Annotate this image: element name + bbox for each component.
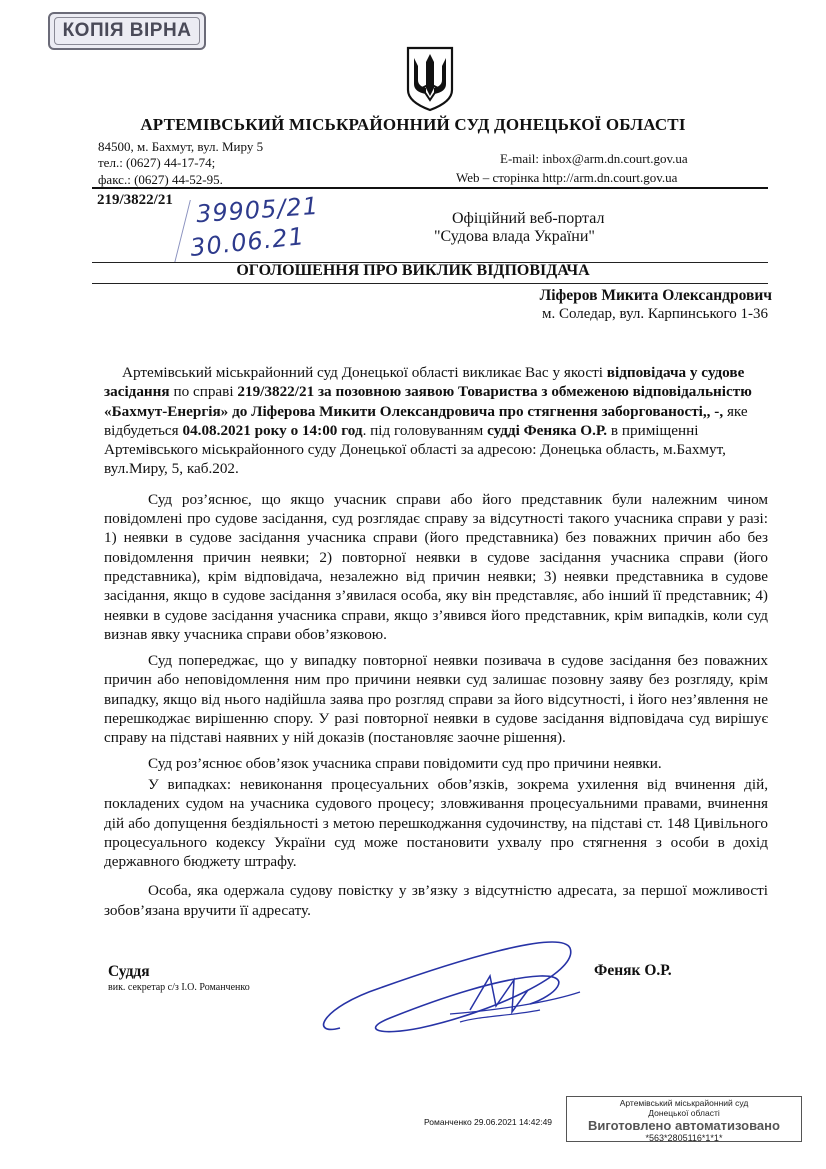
- paragraph-warning: Суд попереджає, що у випадку повторної неявки позивача в судове засідання без поважних причин або неповідомлення ним про причини неявки суд залишає позовну заяву без розгляду, крім випадку, якщо від нього надійшла заява про розгляд справи за його відсутності, і його нез’явлення не перешкоджає вирішенню спору. У разі повторної неявки в судове засідання відповідача суд вирішує справу на підставі наявних у ній доказів (постановляє заочне рішення).: [104, 652, 768, 747]
- portal-line-1: Офіційний веб-портал: [452, 210, 605, 227]
- summons-text-5: в приміщенні Артемівського міськрайонного суду Донецької області за адресою: Донецька область, м.Бахмут, вул.Миру, 5, каб.202.: [104, 421, 726, 478]
- summons-text-2: по справі: [169, 383, 238, 401]
- stamp-barcode-code: *563*2805116*1*1*: [645, 1133, 723, 1143]
- announcement-divider-bottom: [92, 283, 768, 284]
- summons-case-details: 219/3822/21 за позовною заявою Товариства з обмеженою відповідальністю «Бахмут-Енергія» до Ліферова Микити Олександровича про стягнення заборгованості,, -,: [104, 383, 752, 420]
- summons-text-1: Артемівський міськрайонний суд Донецької області викликає Вас у якості: [122, 364, 607, 381]
- summons-text-3: яке відбудеться: [104, 402, 748, 439]
- automated-production-stamp: [566, 1096, 802, 1142]
- addressee-address: м. Соледар, вул. Карпинського 1-36: [541, 306, 768, 322]
- judge-name: Феняк О.Р.: [594, 962, 672, 979]
- court-fax: факс.: (0627) 44-52-95.: [98, 172, 223, 187]
- court-email: E-mail: inbox@arm.dn.court.gov.ua: [500, 151, 688, 166]
- court-website: Web – сторінка http://arm.dn.court.gov.ua: [456, 170, 678, 185]
- copy-certified-stamp-text: КОПІЯ ВІРНА: [54, 17, 201, 45]
- judge-label: Суддя: [108, 963, 150, 980]
- handwritten-bracket: [174, 200, 301, 263]
- ukraine-trident-emblem-icon: [404, 44, 456, 112]
- paragraph-obligation: Суд роз’яснює обов’язок учасника справи повідомити суд про причини неявки.: [148, 754, 662, 772]
- portal-line-2: "Судова влада України": [434, 228, 595, 245]
- paragraph-absence-rules: Суд роз’яснює, що якщо учасник справи або його представник були належним чином повідомлені про судове засідання, суд розглядає справу за відсутності такого учасника справи у разі: 1) неявки в судове засідання учасника справи (його представника) без поважних причин або без повідомлення причин неявки; 2) повторної неявки в судове засідання учасника справи (його представника), крім відповідача, незалежно від причин неявки; 3) неявки представника в судове засідання, якщо в судове засідання з’явилася особа, яку він представляє, або інший її представник; 4) неявки в судове засідання учасника справи, якщо з’явився його представник, крім випадків, коли суд визнав явку учасника справи обов’язковою.: [104, 490, 768, 643]
- paragraph-delivery: Особа, яка одержала судову повістку у зв’язку з відсутністю адресата, за першої можливості зобов’язана вручити її адресату.: [104, 882, 768, 919]
- stamp-court-line-1: Артемівський міськрайонний суд: [619, 1098, 749, 1108]
- summons-text-4: . під головуванням: [362, 421, 488, 439]
- handwritten-registration-date: 30.06.21: [188, 222, 307, 262]
- announcement-title: ОГОЛОШЕННЯ ПРО ВИКЛИК ВІДПОВІДАЧА: [236, 262, 590, 279]
- presiding-judge: судді Феняка О.Р.: [487, 421, 608, 439]
- generated-info: Романченко 29.06.2021 14:42:49: [424, 1117, 553, 1127]
- stamp-court-line-2: Донецької області: [648, 1108, 720, 1118]
- secretary-name: вик. секретар с/з І.О. Романченко: [108, 982, 250, 993]
- stamp-auto-text: Виготовлено автоматизовано: [588, 1118, 780, 1133]
- addressee-name: Ліферов Микита Олександрович: [539, 287, 772, 304]
- summons-role: відповідача у судове засідання: [104, 364, 745, 401]
- header-divider-top: [92, 187, 768, 189]
- case-number: 219/3822/21: [97, 192, 173, 208]
- court-phone: тел.: (0627) 44-17-74;: [98, 155, 216, 170]
- paragraph-penalty: У випадках: невиконання процесуальних обов’язків, зокрема ухилення від вчинення дій, покладених судом на учасника судового процесу; зловживання процесуальними правами, вчинення дій або допущення бездіяльності з метою перешкоджання судочинству, на підставі ст. 148 Цивільного процесуального кодексу України суд може постановити ухвалу про стягнення з особи в дохід державного бюджету штрафу.: [104, 775, 768, 871]
- court-name: АРТЕМІВСЬКИЙ МІСЬКРАЙОННИЙ СУД ДОНЕЦЬКОЇ ОБЛАСТІ: [140, 115, 686, 134]
- paragraph-summons: [104, 363, 768, 479]
- notice-body: [104, 363, 768, 920]
- judge-signature: [300, 918, 630, 1048]
- court-address: 84500, м. Бахмут, вул. Миру 5: [98, 139, 264, 154]
- handwritten-registration-number: 39905/21: [195, 191, 320, 229]
- copy-certified-stamp: [48, 12, 206, 50]
- hearing-datetime: 04.08.2021 року о 14:00 год: [182, 421, 363, 439]
